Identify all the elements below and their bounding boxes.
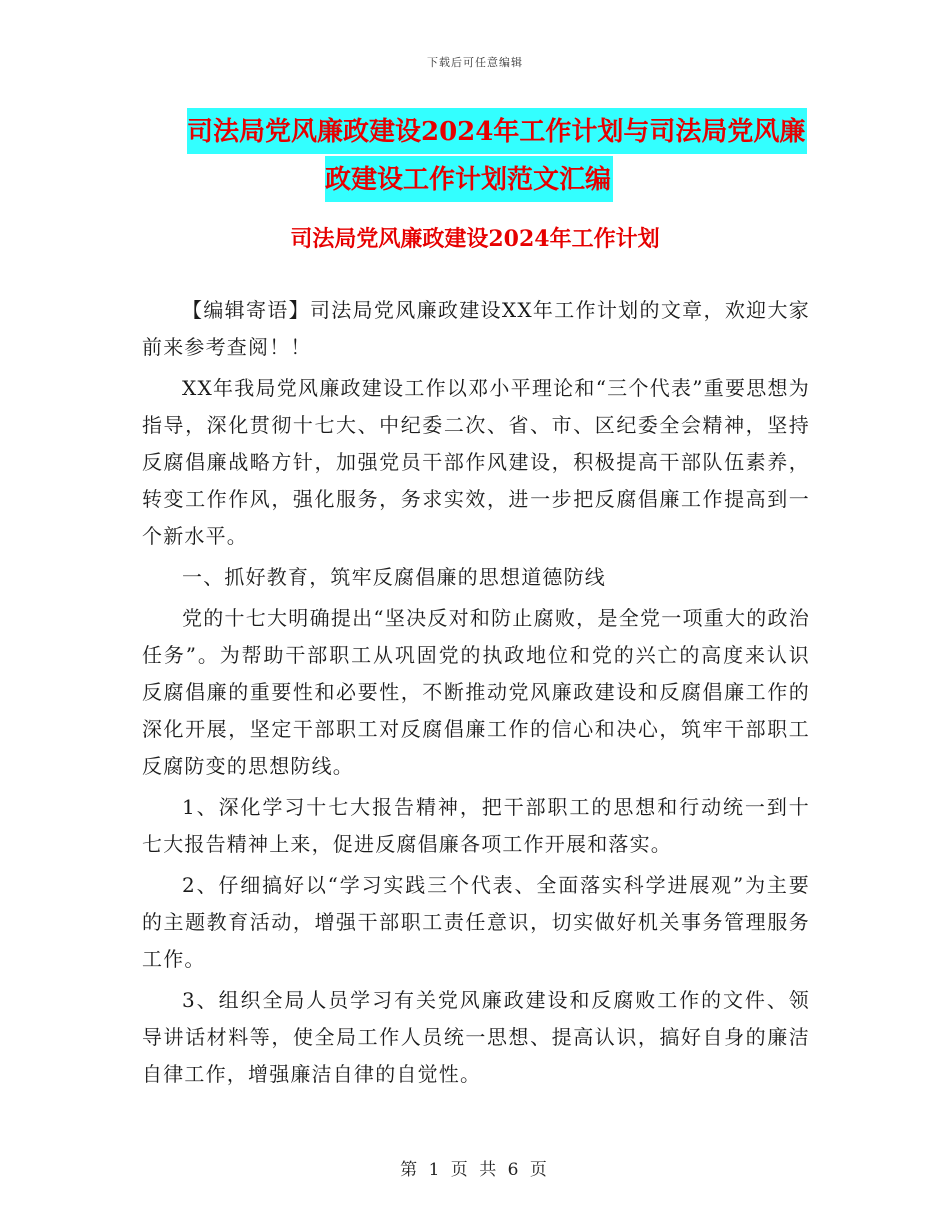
list-item-2: 2、仔细搞好以“学习实践三个代表、全面落实科学进展观”为主要的主题教育活动，增强干部职工责任意识，切实做好机关事务管理服务工作。: [142, 873, 810, 971]
page-footer: 第 1 页 共 6 页: [400, 1160, 550, 1180]
paragraph-section-1: 党的十七大明确提出“坚决反对和防止腐败，是全党一项重大的政治任务”。为帮助干部职工从巩固党的执政地位和党的兴亡的高度来认识反腐倡廉的重要性和必要性，不断推动党风廉政建设和反腐倡廉工作的深化开展，坚定干部职工对反腐倡廉工作的信心和决心，筑牢干部职工反腐防变的思想防线。: [142, 606, 810, 778]
title-line-2: 政建设工作计划范文汇编: [325, 156, 613, 202]
title-line-1: 司法局党风廉政建设2024年工作计划与司法局党风廉: [187, 108, 807, 154]
paragraph-intro: XX年我局党风廉政建设工作以邓小平理论和“三个代表”重要思想为指导，深化贯彻十七大、中纪委二次、省、市、区纪委全会精神，坚持反腐倡廉战略方针，加强党员干部作风建设，积极提高干部队伍素养，转变工作作风，强化服务，务求实效，进一步把反腐倡廉工作提高到一个新水平。: [142, 376, 810, 548]
document-body: [142, 292, 810, 1097]
section-subtitle: 司法局党风廉政建设2024年工作计划: [290, 226, 660, 252]
list-item-3: 3、组织全局人员学习有关党风廉政建设和反腐败工作的文件、领导讲话材料等，使全局工作人员统一思想、提高认识，搞好自身的廉洁自律工作，增强廉洁自律的自觉性。: [142, 988, 810, 1086]
list-item-1: 1、深化学习十七大报告精神，把干部职工的思想和行动统一到十七大报告精神上来，促进反腐倡廉各项工作开展和落实。: [142, 795, 810, 856]
header-note: 下载后可任意编辑: [427, 56, 523, 69]
paragraph-editor-note: 【编辑寄语】司法局党风廉政建设XX年工作计划的文章，欢迎大家前来参考查阅！！: [142, 298, 810, 359]
section-heading-1: 一、抓好教育，筑牢反腐倡廉的思想道德防线: [182, 565, 606, 589]
